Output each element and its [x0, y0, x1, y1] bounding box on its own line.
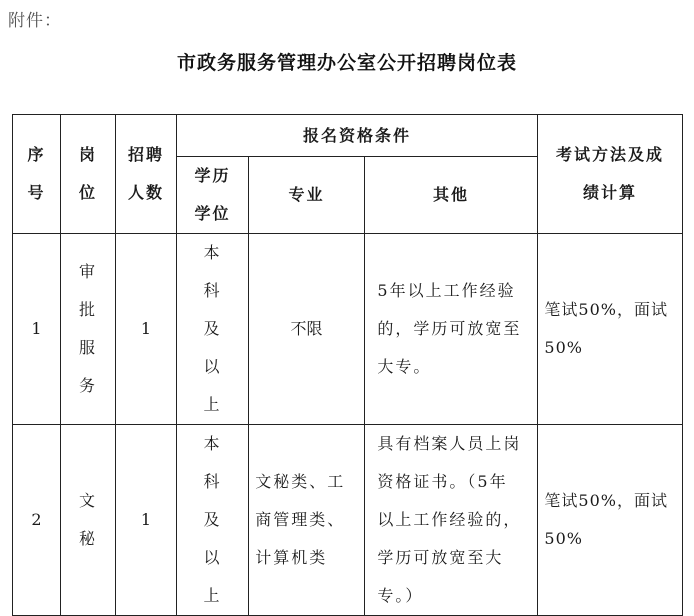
document-title: 市政务服务管理办公室公开招聘岗位表 [176, 52, 517, 74]
table-row [13, 425, 683, 616]
cell-post: 文秘 [61, 425, 116, 616]
header-exam: 考试方法及成绩计算 [538, 115, 683, 234]
header-seq: 序号 [13, 115, 61, 234]
cell-seq: 2 [13, 425, 61, 616]
table-header-row-1 [13, 115, 683, 157]
cell-count: 1 [116, 425, 177, 616]
header-major: 专业 [249, 157, 365, 234]
cell-major: 文秘类、工商管理类、计算机类 [249, 425, 365, 616]
cell-seq: 1 [13, 234, 61, 425]
recruitment-table [12, 114, 683, 616]
cell-count: 1 [116, 234, 177, 425]
cell-major: 不限 [249, 234, 365, 425]
header-qualifications: 报名资格条件 [177, 115, 538, 157]
header-post: 岗位 [61, 115, 116, 234]
header-education: 学历学位 [177, 157, 249, 234]
cell-education: 本科及以上 [177, 234, 249, 425]
cell-exam: 笔试50%，面试50% [538, 425, 683, 616]
cell-other: 5年以上工作经验的，学历可放宽至大专。 [365, 234, 538, 425]
cell-other: 具有档案人员上岗资格证书。（5年以上工作经验的，学历可放宽至大专。） [365, 425, 538, 616]
table-row [13, 234, 683, 425]
cell-education: 本科及以上 [177, 425, 249, 616]
attachment-label: 附件： [8, 11, 62, 31]
cell-post: 审批服务 [61, 234, 116, 425]
cell-exam: 笔试50%，面试50% [538, 234, 683, 425]
header-other: 其他 [365, 157, 538, 234]
header-count: 招聘人数 [116, 115, 177, 234]
